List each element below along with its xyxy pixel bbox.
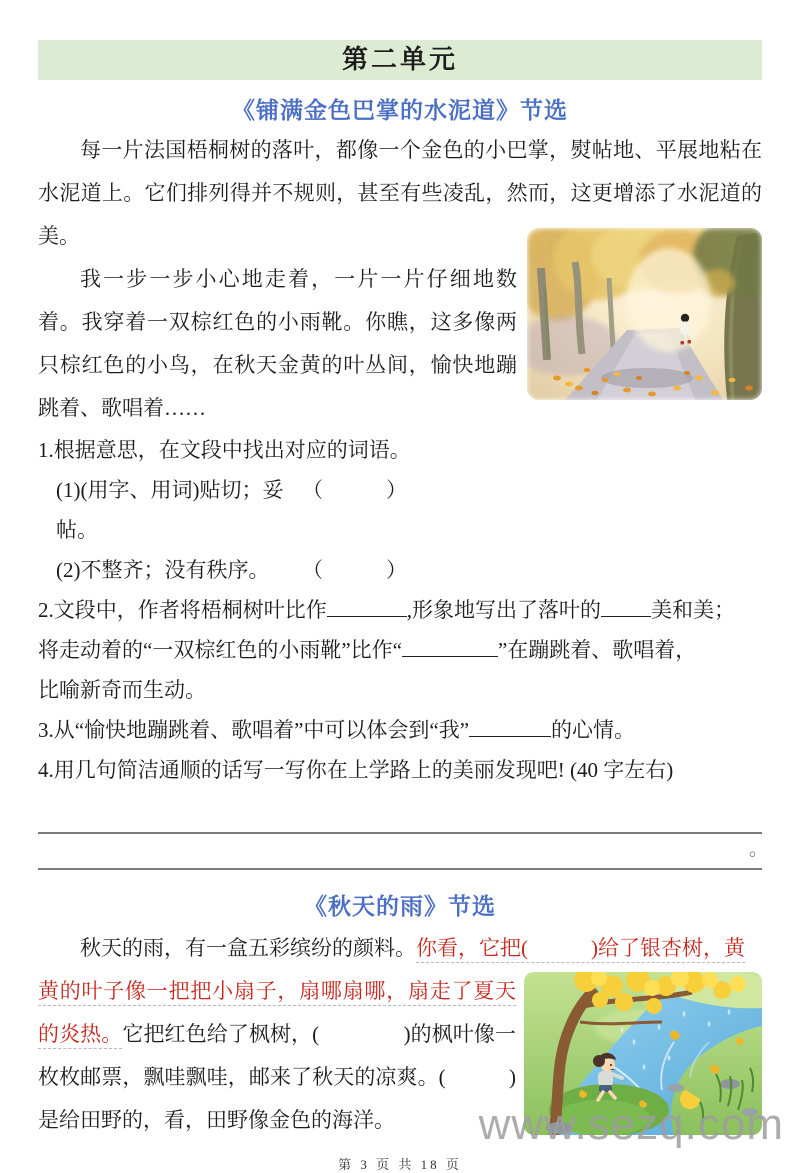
section2-intro-text: 秋天的雨，有一盒五彩缤纷的颜料。 — [80, 936, 416, 960]
question-3 — [38, 710, 762, 750]
question-2-text-d: 将走动着的“一双棕红色的小雨靴”比作“ — [38, 638, 402, 662]
question-3-text-a: 3.从“愉快地蹦跳着、歌唱着”中可以体会到“我” — [38, 718, 470, 742]
question-2-text-c: 美和美； — [651, 598, 735, 622]
section2-title: 《秋天的雨》节选 — [304, 894, 496, 919]
answer-blank — [469, 714, 551, 737]
section1-paragraph2-block — [38, 258, 762, 430]
unit-title: 第二单元 — [341, 45, 458, 74]
section1-title: 《铺满金色巴掌的水泥道》节选 — [232, 98, 568, 123]
answer-blank — [601, 594, 651, 617]
question-2-text-a: 2.文段中，作者将梧桐树叶比作 — [38, 598, 327, 622]
page-content — [0, 92, 800, 1173]
answer-writing-line-2 — [38, 839, 768, 870]
section2-black-text-continued: 它把红色给了枫树，( )的枫叶像一枚枚邮票，飘哇飘哇，邮来了秋天的凉爽。( )是给田野的，看，田野像金色的海洋。 — [38, 1022, 516, 1132]
question-2-text-e: ”在蹦跳着、歌唱着， — [497, 638, 697, 662]
question-1-item-1-text: (1)(用字、用词)贴切；妥帖。 — [56, 478, 284, 542]
question-1-item-1-answer-parens: （ ） — [302, 478, 407, 502]
question-2-line-1 — [38, 590, 762, 630]
section2-red-text-continued: 黄的叶子像一把把小扇子，扇哪扇哪，扇走了夏天的炎热。 — [38, 979, 516, 1046]
section2-body-block — [38, 970, 762, 1142]
question-3-text-b: 的心情。 — [551, 718, 636, 742]
section1-paragraph2: 我一步一步小心地走着，一片一片仔细地数着。我穿着一双棕红色的小雨靴。你瞧，这多像两只棕红色的小鸟，在秋天金黄的叶丛间，愉快地蹦跳着、歌唱着…… — [38, 267, 517, 420]
section2-red-text-start: 你看，它把( )给了银杏树，黄 — [416, 936, 745, 960]
page-number: 第 3 页 共 18 页 — [338, 1157, 462, 1172]
answer-blank — [327, 594, 407, 617]
question-1-item-1 — [38, 470, 762, 550]
unit-header-banner — [38, 40, 762, 80]
section2-line-1 — [38, 927, 762, 970]
site-watermark: www.sezq.com — [478, 1100, 784, 1149]
boy-by-stream-illustration — [524, 972, 762, 1135]
question-4: 4.用几句简洁通顺的话写一写你在上学路上的美丽发现吧! (40 字左右) — [38, 758, 674, 782]
page-footer — [38, 1142, 762, 1173]
autumn-path-illustration — [527, 228, 762, 400]
question-1-item-2-text: (2)不整齐；没有秩序。 — [56, 558, 270, 582]
question-1-item-2-answer-parens: （ ） — [302, 558, 407, 582]
question-2-line-2 — [38, 630, 762, 670]
worksheet-page — [0, 40, 800, 1171]
answer-writing-line-1 — [38, 832, 762, 834]
question-1-stem: 1.根据意思，在文段中找出对应的词语。 — [38, 438, 411, 462]
question-2-text-b: ,形象地写出了落叶的 — [406, 598, 601, 622]
question-2-line-3: 比喻新奇而生动。 — [38, 678, 206, 702]
section1-paragraph1: 每一片法国梧桐树的落叶，都像一个金色的小巴掌，熨帖地、平展地粘在水泥道上。它们排列得并不规则，甚至有些凌乱，然而，这更增添了水泥道的美。 — [38, 138, 762, 248]
answer-blank — [402, 634, 498, 657]
answer-line-period: 。 — [748, 839, 768, 860]
question-1-item-2 — [38, 550, 762, 590]
